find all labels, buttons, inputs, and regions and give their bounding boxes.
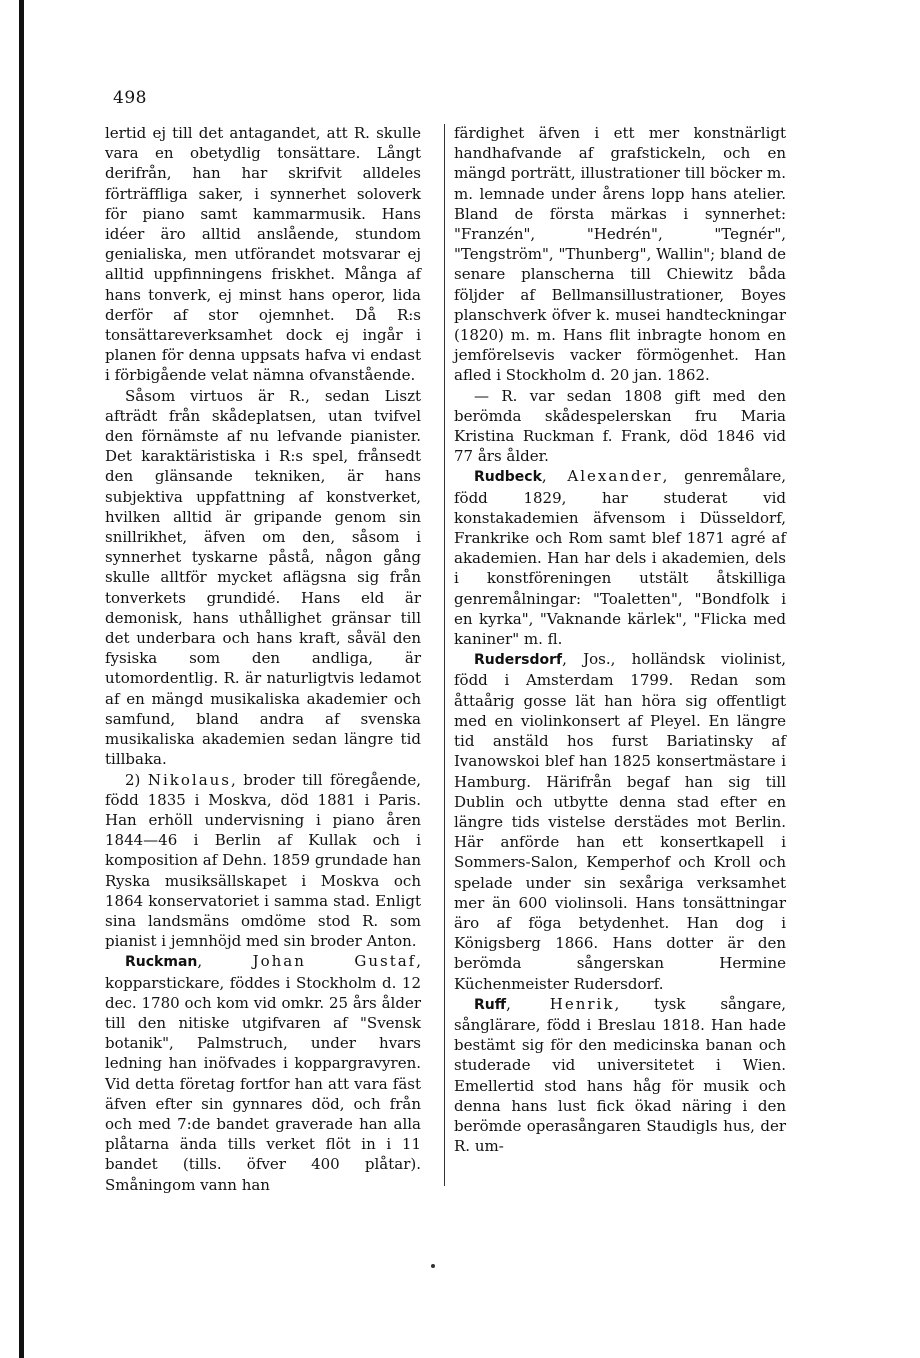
entry-text: , broder till föregående, född 1835 i Moskva, död 1881 i Paris. Han erhöll undervisning i piano åren 1844—46 i Berlin af Kullak och i komposition af Dehn. 1859 grundade han Ryska musiksällskapet i Moskva och 1864 konservatoriet i samma stad. Enligt sina landsmäns omdöme stod R. som pianist i jemnhöjd med sin broder Anton.: [105, 770, 421, 951]
bottom-ink-mark: [431, 1264, 435, 1268]
entry-text: , Jos., holländsk violinist, född i Amsterdam 1799. Redan som åttaårig gosse lät han höra sig offentligt med en violinkonsert af Pleyel. En längre tid anstäld hos furst Bariatinsky af Ivanowskoi blef han 1825 konsertmästare i Hamburg. Härifrån begaf han sig till Dublin och utbytte denna stad efter en längre tids vistelse derstädes mot Berlin. Här anförde han ett konsertkapell i Sommers-Salon, Kemperhof och Kroll och spelade under sin sexåriga verksamhet mer än 600 violinsoli. Hans tonsättningar äro af föga betydenhet. Han dog i Königsberg 1866. Hans dotter är den berömda sångerskan Hermine Küchenmeister Rudersdorf.: [454, 650, 786, 993]
entry-headword: Nikolaus: [147, 770, 232, 789]
dictionary-entry: [454, 649, 786, 993]
entry-text: , tysk sångare, sånglärare, född i Breslau 1818. Han hade bestämt sig för den medicinska banan och studerade vid universitetet i Wien. Emellertid stod hans håg för musik och denna hans lust fick ökad näring i den berömde operasångaren Staudigls hus, der R. um-: [454, 994, 786, 1156]
dictionary-entry: [454, 466, 786, 649]
column-divider: [444, 124, 445, 1186]
entry-headword: Rudbeck: [474, 469, 542, 486]
entry-headword: Ruckman: [125, 954, 198, 971]
entry-given-names: , Henrik: [506, 994, 615, 1013]
paragraph-text: Såsom virtuos är R., sedan Liszt afträdt från skådeplatsen, utan tvifvel den förnämste af nu lefvande pianister. Det karaktäristiska i R:s spel, frånsedt den glänsande tekniken, är hans subjektiva uppfattning af konstverket, hvilken alltid är gripande genom sin snillrikhet, äfven om den, såsom i synnerhet tyskarne påstå, någon gång skulle alltför mycket aflägsna sig från tonverkets grundidé. Hans eld är demonisk, hans uthållighet gränsar till det underbara och hans kraft, såväl den fysiska som den andliga, är utomordentlig. R. är naturligtvis ledamot af en mängd musikaliska akademier och samfund, bland andra af svenska musikaliska akademien sedan längre tid tillbaka.: [105, 386, 421, 769]
scan-edge: [19, 0, 24, 1358]
entry-text: , genremålare, född 1829, har studerat vid konstakademien äfvensom i Düsseldorf, Frankrike och Rom samt blef 1871 agré af akademien. Han har dels i akademien, dels i konstföreningen utstält åtskilliga genremålningar: "Toaletten", "Bondfolk i en kyrka", "Vaknande kärlek", "Flicka med kaniner" m. fl.: [454, 467, 786, 649]
paragraph-text: — R. var sedan 1808 gift med den berömda skådespelerskan fru Maria Kristina Ruckman f. Frank, död 1846 vid 77 års ålder.: [454, 386, 786, 466]
right-column: [454, 123, 786, 1156]
left-column: [105, 123, 421, 1195]
paragraph-text: lertid ej till det antagandet, att R. skulle vara en obetydlig tonsättare. Långt derifrån, han har skrifvit alldeles förträffliga saker, i synnerhet soloverk för piano samt kammarmusik. Hans idéer äro alltid anslående, stundom genialiska, men utförandet motsvarar ej alltid uppfinningens friskhet. Många af hans tonverk, ej minst hans operor, lida derför af stor ojemnhet. Då R:s tonsättareverksamhet dock ej ingår i planen för denna uppsats hafva vi endast i förbigående velat nämna ofvanstående.: [105, 124, 421, 385]
page-number: 498: [113, 88, 147, 108]
entry-headword: Rudersdorf: [474, 652, 563, 669]
paragraph-text: färdighet äfven i ett mer konstnärligt handhafvande af grafstickeln, och en mängd porträtt, illustrationer till böcker m. m. lemnade under årens lopp hans atelier. Bland de första märkas i synnerhet: "Franzén", "Hedrén", "Tegnér", "Tengström", "Thunberg", Wallin"; bland de senare planscherna till Chiewitz båda följder af Bellmansillustrationer, Boyes planschverk öfver k. musei handteckningar (1820) m. m. Hans flit inbragte honom en jemförelsevis vacker förmögenhet. Han afled i Stockholm d. 20 jan. 1862.: [454, 124, 786, 385]
entry-text: , kopparstickare, föddes i Stockholm d. 12 dec. 1780 och kom vid omkr. 25 års ålder till den nitiske utgifvaren af "Svensk botanik", Palmstruch, under hvars ledning han inöfvades i koppargravyren. Vid detta företag fortfor han att vara fäst äfven efter sin gynnares död, och från och med 7:de bandet graverade han alla plåtarna ända tills verket flöt in i 11 bandet (tills. öfver 400 plåtar). Småningom vann han: [105, 952, 421, 1194]
dictionary-entry: [454, 994, 786, 1157]
paragraph: [454, 123, 786, 386]
paragraph: [105, 386, 421, 770]
paragraph: [105, 123, 421, 386]
dictionary-entry: [105, 951, 421, 1194]
paragraph: [454, 386, 786, 467]
entry-number: 2): [125, 770, 148, 789]
dictionary-entry: [105, 770, 421, 952]
entry-given-names: , Alexander: [541, 467, 663, 486]
entry-headword: Ruff: [474, 996, 507, 1013]
entry-given-names: , Johan Gustaf: [197, 952, 417, 971]
